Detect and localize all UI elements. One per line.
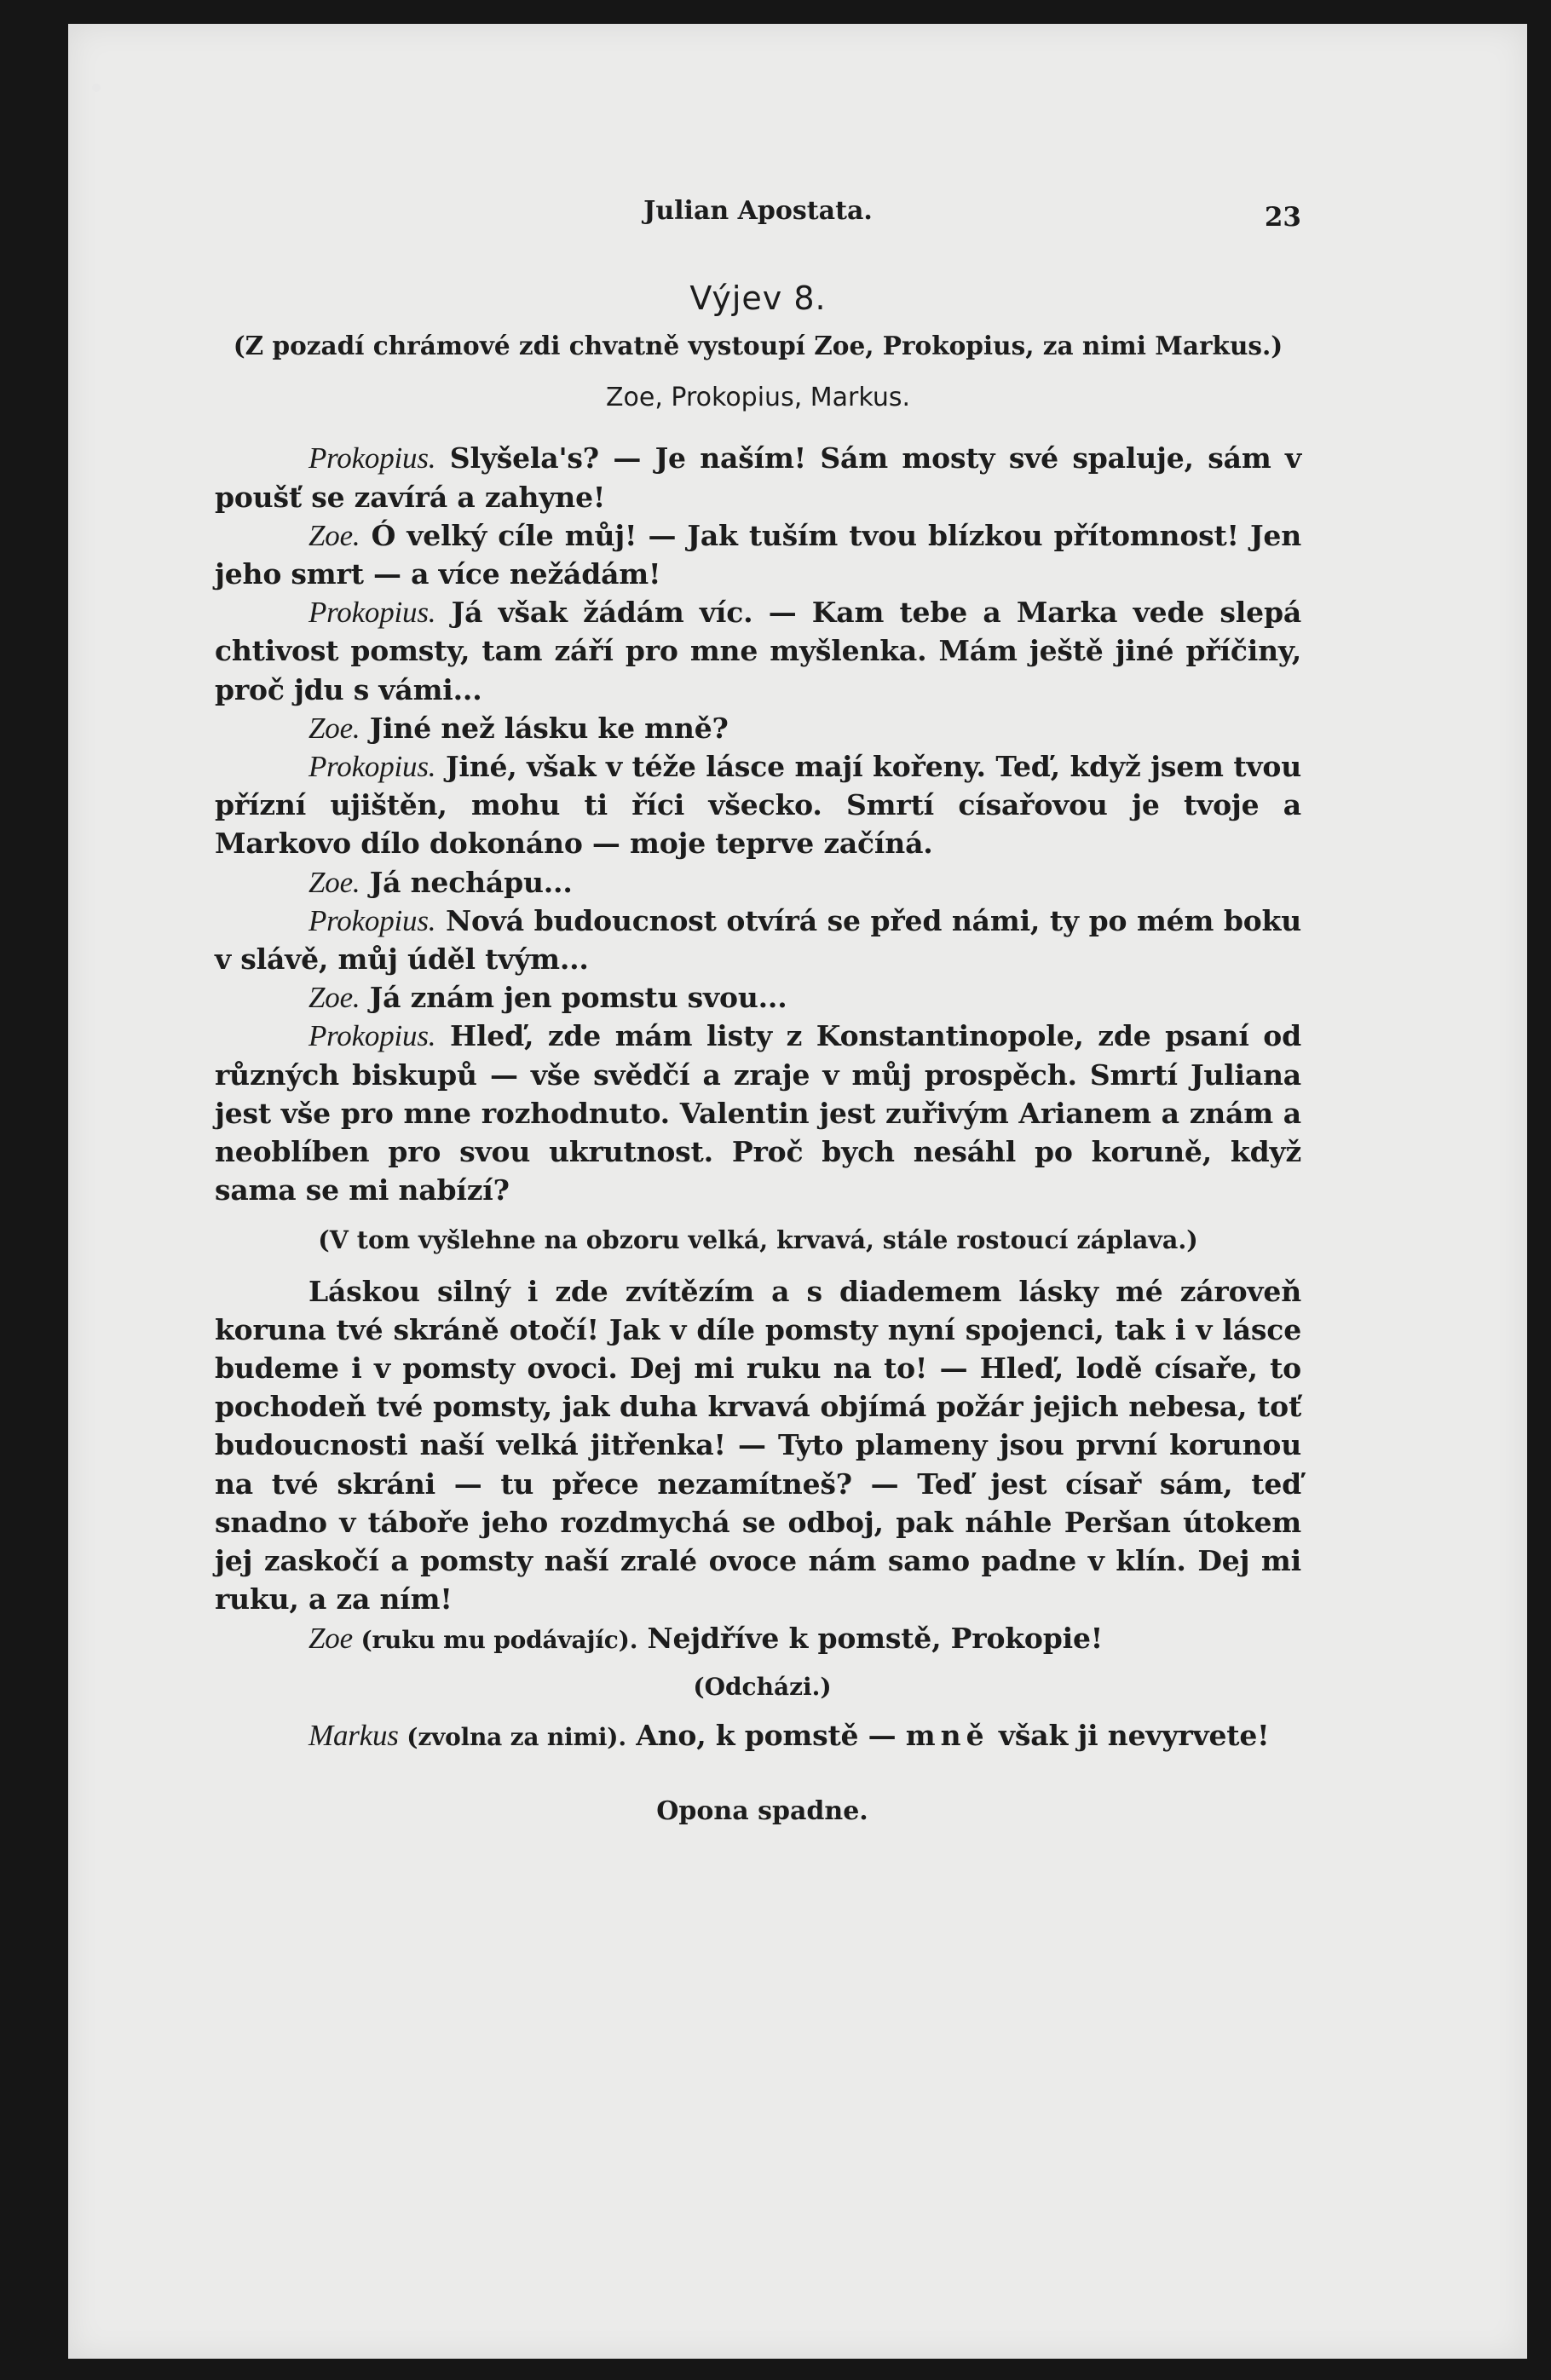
running-head — [215, 183, 1301, 234]
dialogue-text: Ano, k pomstě — — [626, 1718, 906, 1752]
dialogue-paragraph — [215, 1619, 1301, 1659]
spaced-emphasis: mně — [905, 1718, 989, 1752]
dialogue-text: Jiné, však v téže lásce mají kořeny. Teď, když jsem tvou přízní ujištěn, mohu ti říci všecko. Smrtí císařovou je tvoje a Markovo dílo dokonáno — moje teprve začíná. — [215, 750, 1301, 861]
dialogue-paragraph — [215, 593, 1301, 709]
dialogue-paragraph — [215, 1017, 1301, 1209]
dialogue-text: Já znám jen pomstu svou... — [360, 981, 787, 1015]
speaker-name: Prokopius. — [308, 1019, 436, 1053]
dialogue-paragraph — [215, 747, 1301, 863]
dialogue-text: Já nechápu... — [360, 865, 573, 899]
exit-direction: (Odcházi.) — [693, 1672, 832, 1701]
curtain-line: Opona spadne. — [656, 1796, 868, 1827]
speaker-name: Prokopius. — [308, 750, 436, 784]
dialogue-text: Nejdříve k pomstě, Prokopie! — [637, 1621, 1104, 1655]
dialogue-paragraph — [215, 978, 1301, 1017]
speaker-name: Zoe — [308, 1621, 353, 1655]
dialogue-text: Jiné než lásku ke mně? — [360, 711, 729, 745]
dialogue-paragraph — [215, 902, 1301, 978]
stage-direction-mid: (V tom vyšlehne na obzoru velká, krvavá, stále rostoucí záplava.) — [318, 1225, 1198, 1255]
dialogue-paragraph — [215, 863, 1301, 902]
running-head-title: Julian Apostata. — [643, 196, 873, 226]
cast-list: Zoe, Prokopius, Markus. — [605, 383, 910, 413]
dialogue-paragraph — [215, 1716, 1301, 1756]
dialogue-text: však ji nevyrvete! — [989, 1718, 1270, 1752]
speaker-name: Zoe. — [308, 981, 360, 1015]
speaker-name: Prokopius. — [308, 596, 436, 630]
stage-direction-open: (Z pozadí chrámové zdi chvatně vystoupí Zoe, Prokopius, za nimi Markus.) — [233, 331, 1283, 360]
dialogue-paragraph — [215, 516, 1301, 593]
dialogue-text: Nová budoucnost otvírá se před námi, ty po mém boku v slávě, můj úděl tvým... — [215, 903, 1301, 977]
speaker-name: Zoe. — [308, 518, 360, 552]
dialogue-text: Hleď, zde mám listy z Konstantinopole, zde psaní od různých biskupů — vše svědčí a zraje v můj prospěch. Smrtí Juliana jest vše pro mne rozhodnuto. Valentin jest zuřivým Arianem a znám a neoblíben pro svou ukrutnost. Proč bych nesáhl po koruně, když sama se mi nabízí? — [215, 1019, 1301, 1207]
speaker-name: Markus — [308, 1718, 399, 1752]
speaker-name: Zoe. — [308, 711, 360, 745]
dialogue-paragraph — [215, 439, 1301, 516]
dialogue-paragraph — [215, 709, 1301, 747]
paper-speck — [92, 84, 101, 92]
dialogue-continuation: Láskou silný i zde zvítězím a s diademem lásky mé zároveň koruna tvé skráně otočí! Jak v díle pomsty nyní spojenci, tak i v lásce budeme i v pomsty ovoci. Dej mi ruku na to! — Hleď, lodě císaře, to pochodeň tvé pomsty, jak duha krvavá objímá požár jejich nebesa, toť budoucnosti naší velká jitřenka! — Tyto plameny jsou první korunou na tvé skráni — tu přece nezamítneš? — Teď jest císař sám, teď snadno v táboře jeho rozdmychá se odboj, pak náhle Peršan útokem jej zaskočí a pomsty naší zralé ovoce nám samo padne v klín. Dej mi ruku, a za ním! — [215, 1274, 1301, 1616]
speaker-name: Zoe. — [308, 865, 360, 899]
speaker-name: Prokopius. — [308, 441, 436, 475]
speaker-direction: (zvolna za nimi). — [398, 1722, 626, 1751]
dialogue-text: Ó velký cíle můj! — Jak tuším tvou blízkou přítomnost! Jen jeho smrt — a více nežádám! — [215, 518, 1301, 591]
speaker-direction: (ruku mu podávajíc). — [352, 1625, 638, 1654]
scene-title: Výjev 8. — [689, 279, 827, 317]
dialogue-text: Slyšela's? — Je naším! Sám mosty své spaluje, sám v poušť se zavírá a zahyne! — [215, 441, 1301, 514]
speaker-name: Prokopius. — [308, 903, 436, 937]
page-number: 23 — [1264, 202, 1301, 233]
dialogue-text: Já však žádám víc. — Kam tebe a Marka vede slepá chtivost pomsty, tam září pro mne myšlenka. Mám ještě jiné příčiny, proč jdu s vámi... — [215, 596, 1301, 706]
page-content — [215, 183, 1301, 1830]
